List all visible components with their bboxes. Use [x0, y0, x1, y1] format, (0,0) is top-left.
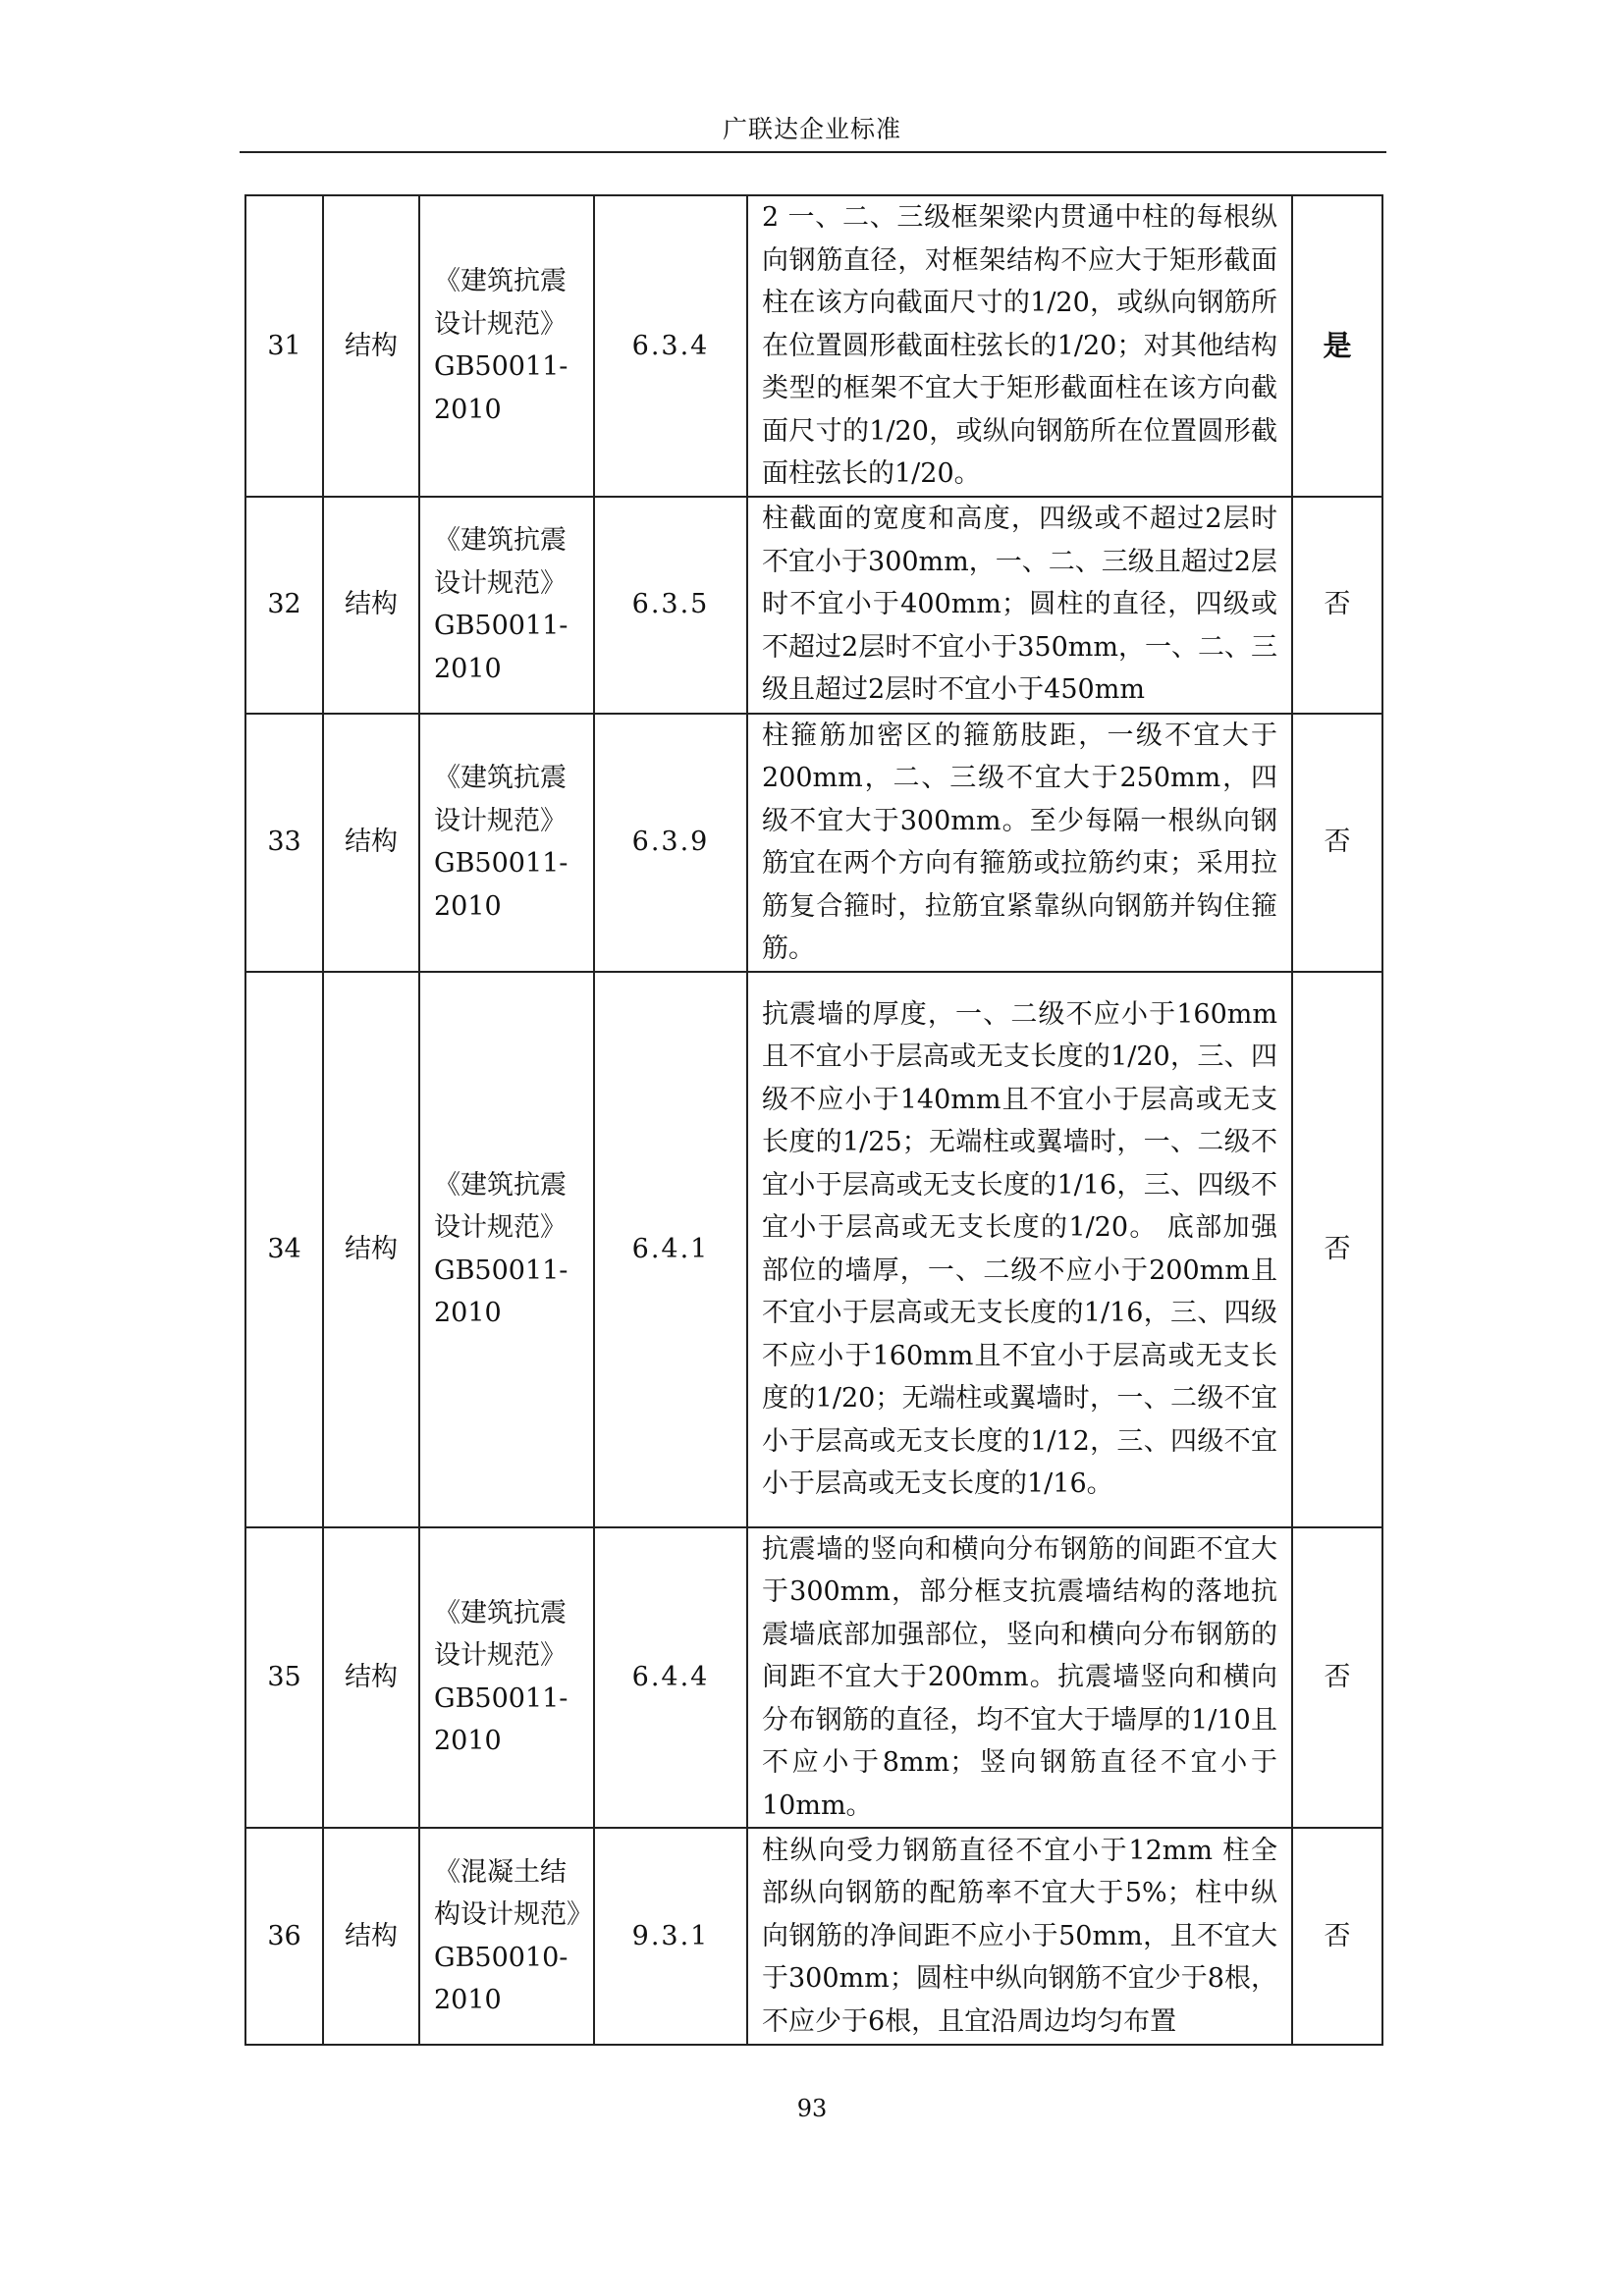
row-mandatory-flag: 否	[1292, 1828, 1382, 2045]
table-row	[245, 972, 1382, 1527]
table-row	[245, 195, 1382, 497]
row-mandatory-flag: 是	[1292, 195, 1382, 497]
row-provision-text: 柱纵向受力钢筋直径不宜小于12mm 柱全部纵向钢筋的配筋率不宜大于5%；柱中纵向钢筋的净间距不应小于50mm，且不宜大于300mm；圆柱中纵向钢筋不宜少于8根，不应少于6根，且宜沿周边均匀布置	[747, 1828, 1292, 2045]
row-number: 31	[245, 195, 323, 497]
row-number: 33	[245, 714, 323, 972]
row-provision-text: 抗震墙的厚度，一、二级不应小于160mm且不宜小于层高或无支长度的1/20，三、四级不应小于140mm且不宜小于层高或无支长度的1/25；无端柱或翼墙时，一、二级不宜小于层高或无支长度的1/16，三、四级不宜小于层高或无支长度的1/20。 底部加强部位的墙厚，一、二级不应小于200mm且不宜小于层高或无支长度的1/16，三、四级不应小于160mm且不宜小于层高或无支长度的1/20；无端柱或翼墙时，一、二级不宜小于层高或无支长度的1/12，三、四级不宜小于层高或无支长度的1/16。	[747, 972, 1292, 1527]
row-clause: 6.4.1	[594, 972, 747, 1527]
table-row	[245, 714, 1382, 972]
row-clause: 6.3.9	[594, 714, 747, 972]
row-standard: 《建筑抗震设计规范》GB50011-2010	[419, 195, 594, 497]
row-standard: 《建筑抗震设计规范》GB50011-2010	[419, 972, 594, 1527]
row-category: 结构	[323, 1527, 419, 1829]
row-standard: 《建筑抗震设计规范》GB50011-2010	[419, 714, 594, 972]
row-category: 结构	[323, 195, 419, 497]
row-provision-text: 柱截面的宽度和高度，四级或不超过2层时不宜小于300mm，一、二、三级且超过2层时不宜小于400mm；圆柱的直径，四级或不超过2层时不宜小于350mm，一、二、三级且超过2层时不宜小于450mm	[747, 497, 1292, 714]
row-number: 34	[245, 972, 323, 1527]
row-category: 结构	[323, 497, 419, 714]
row-category: 结构	[323, 972, 419, 1527]
table-row	[245, 497, 1382, 714]
row-provision-text: 柱箍筋加密区的箍筋肢距，一级不宜大于200mm，二、三级不宜大于250mm，四级不宜大于300mm。至少每隔一根纵向钢筋宜在两个方向有箍筋或拉筋约束；采用拉筋复合箍时，拉筋宜紧靠纵向钢筋并钩住箍筋。	[747, 714, 1292, 972]
row-clause: 9.3.1	[594, 1828, 747, 2045]
row-provision-text: 抗震墙的竖向和横向分布钢筋的间距不宜大于300mm，部分框支抗震墙结构的落地抗震墙底部加强部位，竖向和横向分布钢筋的间距不宜大于200mm。抗震墙竖向和横向分布钢筋的直径，均不宜大于墙厚的1/10且不应小于8mm；竖向钢筋直径不宜小于10mm。	[747, 1527, 1292, 1829]
row-mandatory-flag: 否	[1292, 497, 1382, 714]
row-standard: 《建筑抗震设计规范》GB50011-2010	[419, 1527, 594, 1829]
page-number: 93	[796, 2095, 828, 2122]
row-standard: 《混凝土结构设计规范》GB50010-2010	[419, 1828, 594, 2045]
code-provisions-table	[244, 194, 1383, 2046]
header-divider	[240, 151, 1386, 153]
row-provision-text: 2 一、二、三级框架梁内贯通中柱的每根纵向钢筋直径，对框架结构不应大于矩形截面柱在该方向截面尺寸的1/20，或纵向钢筋所在位置圆形截面柱弦长的1/20；对其他结构类型的框架不宜大于矩形截面柱在该方向截面尺寸的1/20，或纵向钢筋所在位置圆形截面柱弦长的1/20。	[747, 195, 1292, 497]
row-category: 结构	[323, 1828, 419, 2045]
row-number: 35	[245, 1527, 323, 1829]
row-number: 36	[245, 1828, 323, 2045]
row-mandatory-flag: 否	[1292, 714, 1382, 972]
row-standard: 《建筑抗震设计规范》GB50011-2010	[419, 497, 594, 714]
row-clause: 6.3.4	[594, 195, 747, 497]
row-category: 结构	[323, 714, 419, 972]
row-clause: 6.3.5	[594, 497, 747, 714]
row-mandatory-flag: 否	[1292, 1527, 1382, 1829]
row-mandatory-flag: 否	[1292, 972, 1382, 1527]
row-clause: 6.4.4	[594, 1527, 747, 1829]
page-header-title: 广联达企业标准	[722, 115, 901, 143]
table-row	[245, 1828, 1382, 2045]
row-number: 32	[245, 497, 323, 714]
table-row	[245, 1527, 1382, 1829]
